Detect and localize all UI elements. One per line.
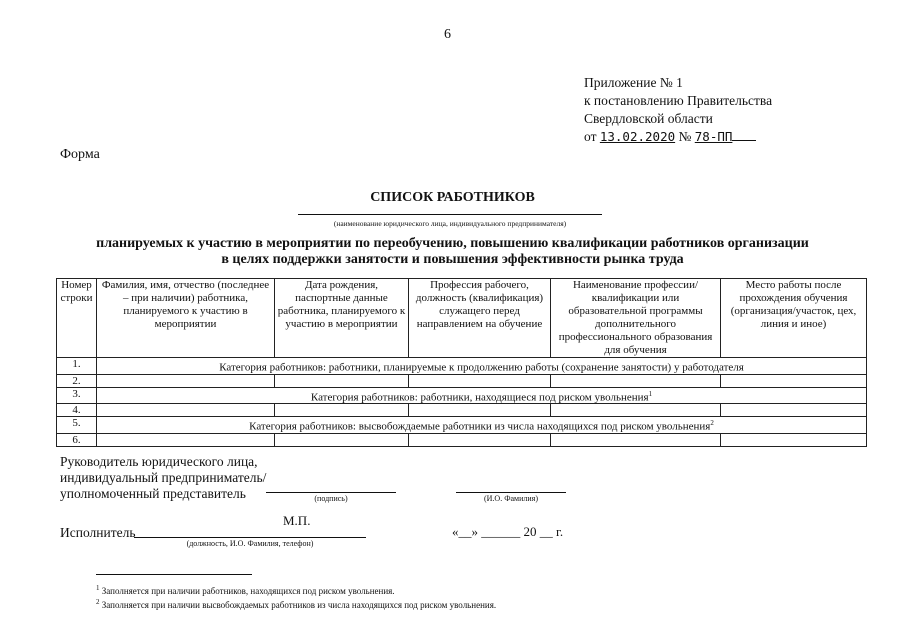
table-cell[interactable]: [275, 374, 409, 387]
footnote-text: Заполняется при наличии работников, находящихся под риском увольнения.: [101, 586, 395, 596]
table-row: [57, 433, 867, 446]
footnote-text: Заполняется при наличии высвобождаемых работников из числа находящихся под риском увольнения.: [101, 600, 497, 610]
appendix-block: [584, 74, 772, 146]
page-number: 6: [444, 27, 451, 42]
number-underline: [732, 128, 756, 141]
stamp-place: М.П.: [283, 513, 311, 528]
executor-caption: (должность, И.О. Фамилия, телефон): [186, 539, 314, 548]
table-row: [57, 417, 867, 434]
signatory-line-3: уполномоченный представитель: [60, 486, 246, 501]
category-text: Категория работников: работники, планируемые к продолжению работы (сохранение занятости) у работодателя: [219, 361, 744, 374]
table-cell[interactable]: [721, 404, 867, 417]
signatory-label: [60, 454, 266, 502]
row-number: 5.: [57, 417, 97, 434]
col-header-workplace: Место работы после прохождения обучения (организация/участок, цех, линия и иное): [721, 279, 867, 358]
table-cell[interactable]: [551, 433, 721, 446]
footnote-separator: [96, 574, 252, 575]
table-cell[interactable]: [721, 374, 867, 387]
subtitle-line-2: в целях поддержки занятости и повышения эффективности рынка труда: [221, 252, 684, 267]
subtitle-line-1: планируемых к участию в мероприятии по переобучению, повышению квалификации работников организации: [96, 236, 809, 251]
footnote-mark: 1: [96, 584, 100, 592]
row-number: 4.: [57, 404, 97, 417]
table-cell[interactable]: [409, 374, 551, 387]
table-header-row: [57, 279, 867, 358]
employees-table: [56, 278, 867, 447]
table-cell[interactable]: [551, 404, 721, 417]
table-cell[interactable]: [97, 404, 275, 417]
category-text: Категория работников: работники, находящиеся под риском увольнения: [310, 391, 649, 404]
signatory-line-2: индивидуальный предприниматель/: [60, 470, 267, 485]
table-row: [57, 374, 867, 387]
row-number: 2.: [57, 374, 97, 387]
table-cell[interactable]: [721, 433, 867, 446]
table-cell[interactable]: [275, 404, 409, 417]
name-caption: (И.О. Фамилия): [483, 494, 539, 503]
row-number: 3.: [57, 387, 97, 404]
org-name-line: [298, 214, 602, 215]
table-cell[interactable]: [97, 433, 275, 446]
footnote-1: [96, 584, 395, 596]
table-cell[interactable]: [275, 433, 409, 446]
date-fill[interactable]: «__» ______ 20 __ г.: [452, 524, 564, 539]
appendix-line-2: к постановлению Правительства: [584, 93, 773, 108]
category-cell: [97, 387, 867, 404]
footnote-mark: 2: [96, 598, 100, 606]
row-number: 6.: [57, 433, 97, 446]
table-cell[interactable]: [409, 404, 551, 417]
document-title: СПИСОК РАБОТНИКОВ: [370, 190, 535, 205]
appendix-date: 13.02.2020: [599, 129, 676, 144]
footnote-2: [96, 598, 496, 610]
row-number: 1.: [57, 358, 97, 375]
category-cell: [97, 417, 867, 434]
name-line[interactable]: [456, 492, 566, 493]
date-prefix: от: [584, 129, 597, 144]
signatory-line-1: Руководитель юридического лица,: [60, 454, 258, 469]
category-footnote-mark: 2: [710, 419, 714, 428]
table-cell[interactable]: [551, 374, 721, 387]
col-header-program: Наименование профессии/квалификации или образовательной программы дополнительного профессионального образования для обучения: [551, 279, 721, 358]
category-footnote-mark: 1: [648, 389, 653, 398]
executor-label: Исполнитель: [60, 525, 136, 540]
col-header-birth-passport: Дата рождения, паспортные данные работника, планируемого к участию в мероприятии: [275, 279, 409, 358]
org-name-caption: (наименование юридического лица, индивидуального предпринимателя): [333, 219, 567, 228]
table-row: [57, 358, 867, 375]
table-row: [57, 404, 867, 417]
table-cell[interactable]: [409, 433, 551, 446]
table-row: [57, 387, 867, 404]
document-subtitle: [0, 236, 905, 268]
appendix-line-1: Приложение № 1: [584, 75, 683, 90]
category-text: Категория работников: высвобождаемые работники из числа находящихся под риском увольнения: [249, 420, 711, 433]
col-header-name: Фамилия, имя, отчество (последнее – при наличии) работника, планируемого к участию в мероприятии: [97, 279, 275, 358]
signature-caption: (подпись): [314, 494, 348, 503]
col-header-number: Номер строки: [57, 279, 97, 358]
category-cell: [97, 358, 867, 375]
col-header-profession: Профессия рабочего, должность (квалификация) служащего перед направлением на обучение: [409, 279, 551, 358]
form-label: Форма: [60, 147, 100, 162]
appendix-number: 78-ПП: [694, 129, 733, 144]
executor-line[interactable]: [134, 537, 366, 538]
table-cell[interactable]: [97, 374, 275, 387]
number-prefix: №: [678, 129, 692, 144]
signature-line[interactable]: [266, 492, 396, 493]
appendix-line-3: Свердловской области: [584, 111, 713, 126]
appendix-date-line: [584, 128, 772, 146]
